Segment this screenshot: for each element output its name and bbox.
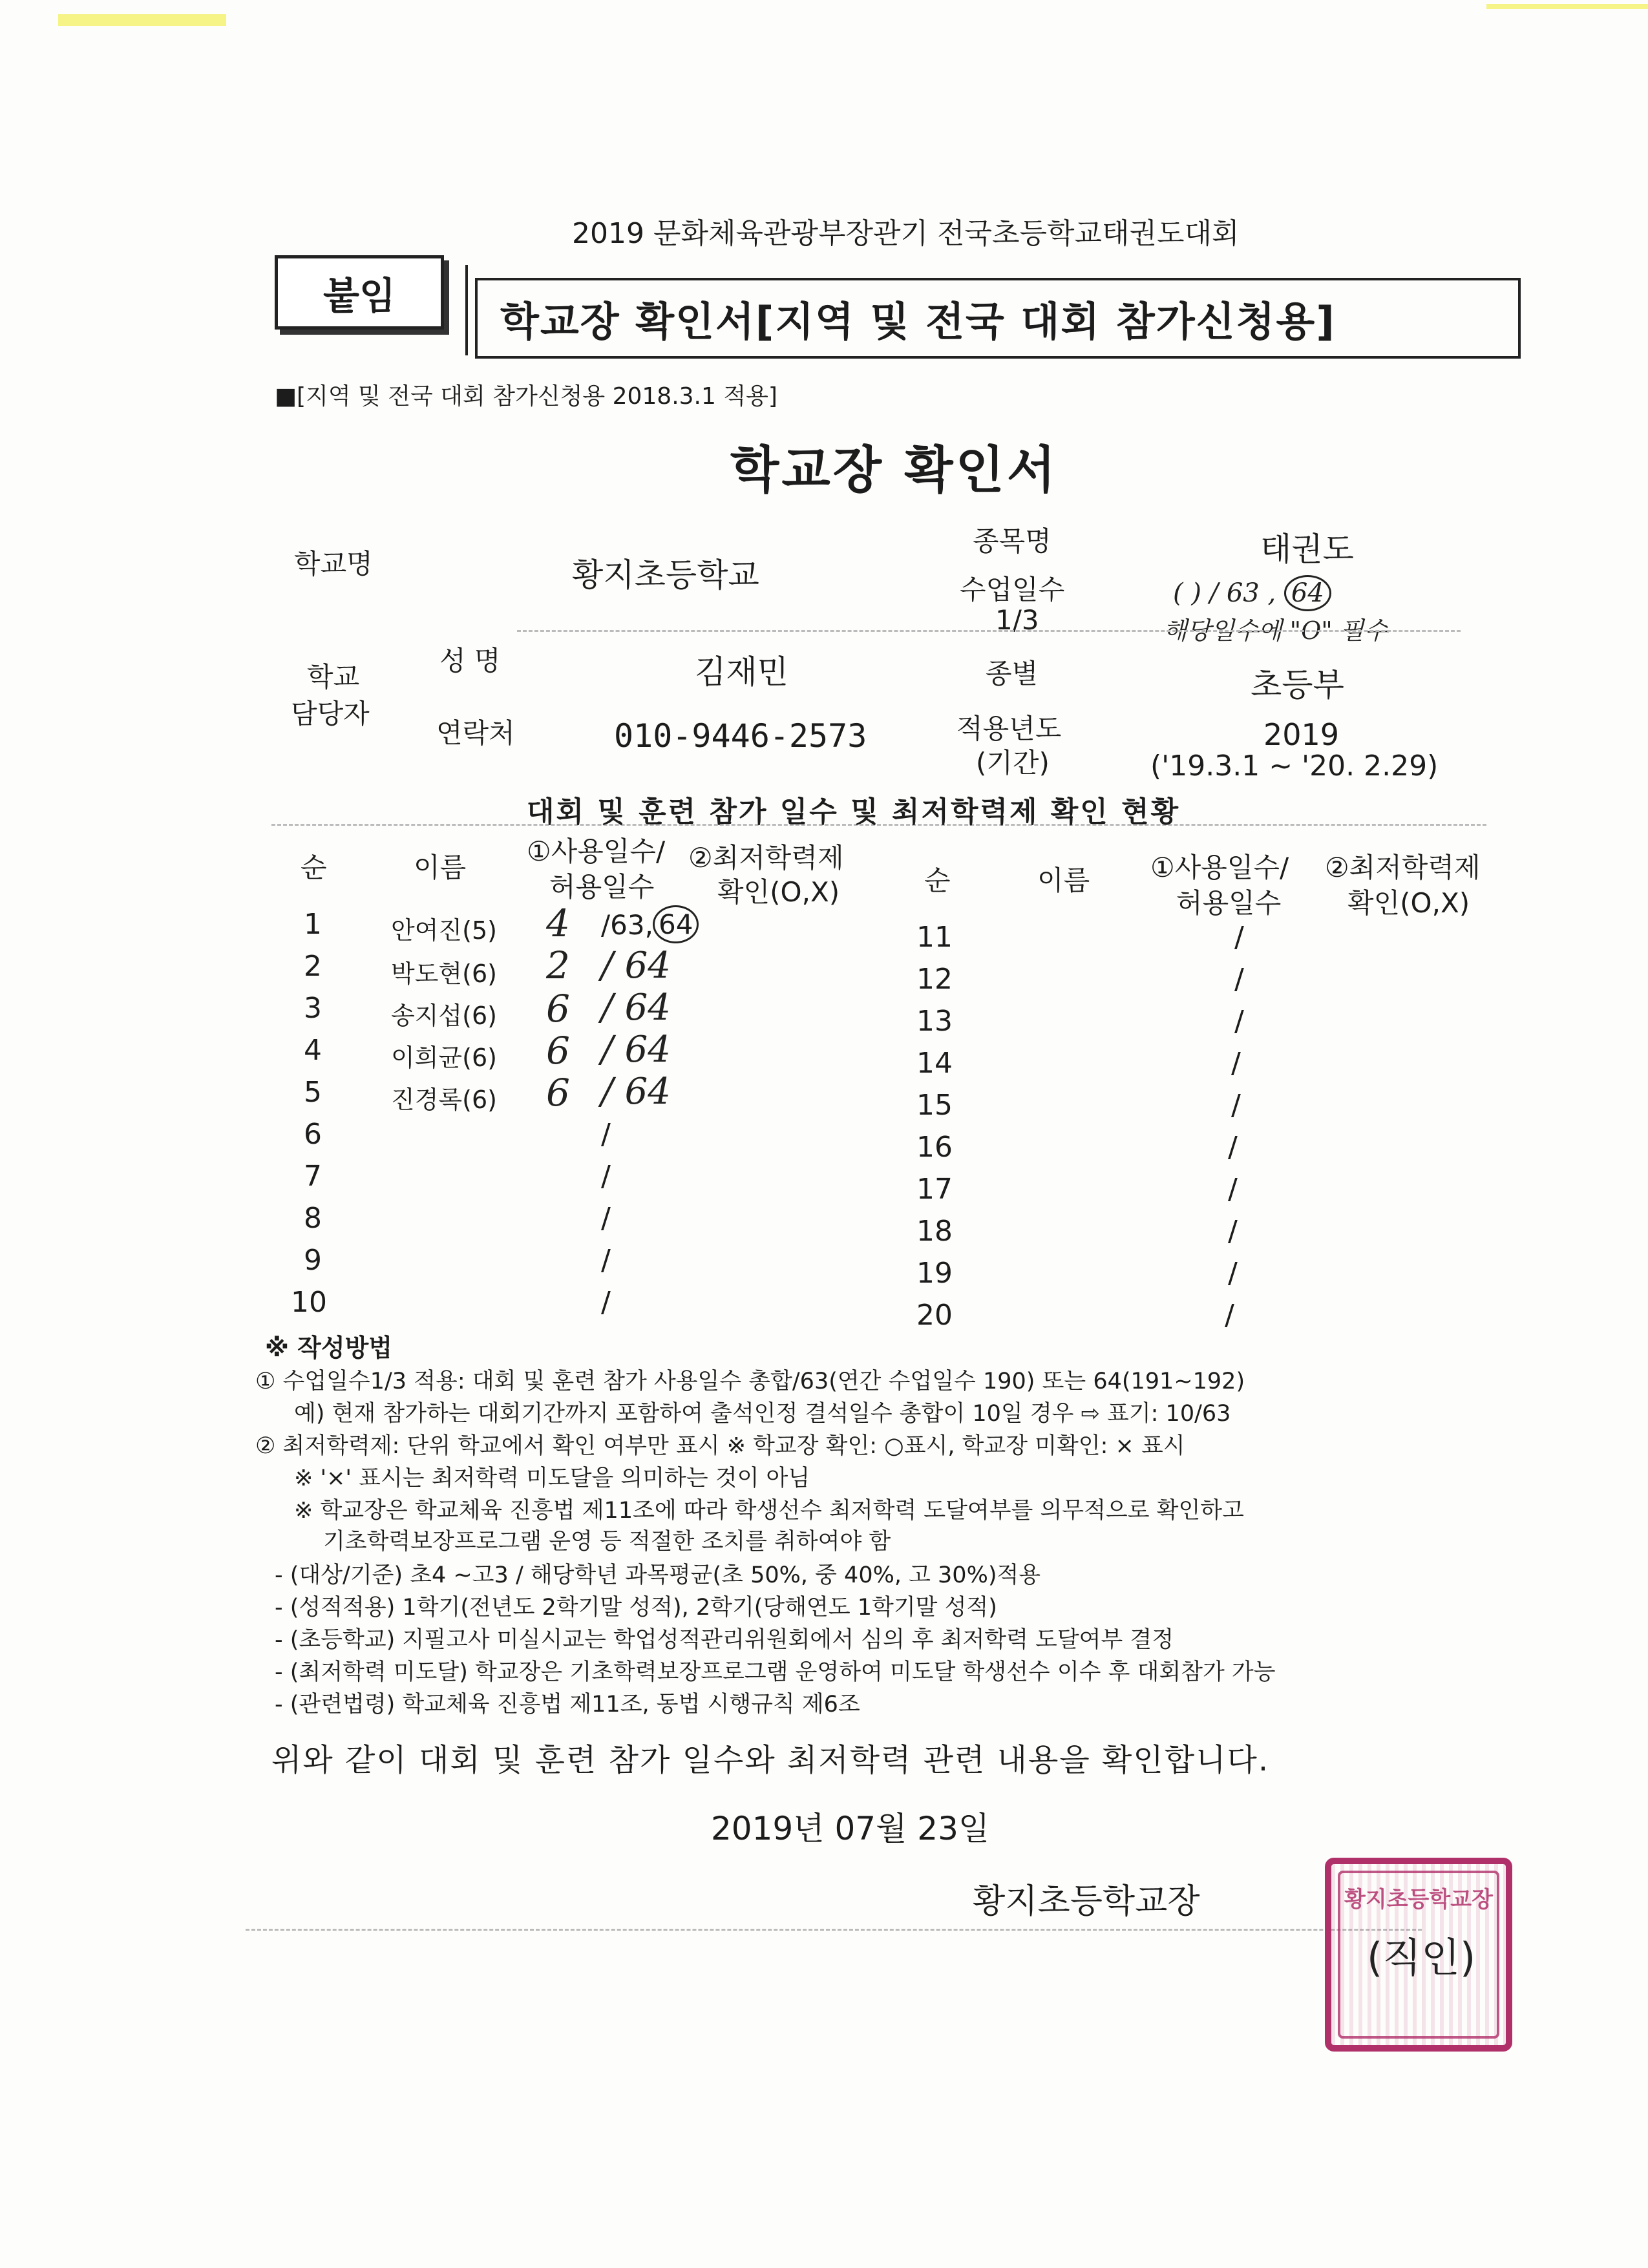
row-name: 이희균(6) [391, 1044, 497, 1072]
row-number: 14 [916, 1047, 953, 1080]
col-min-header-1: ②최저학력제 [1325, 852, 1481, 883]
row-allowed-days: / [601, 1244, 611, 1277]
title-box-edge [465, 265, 468, 355]
year-period: ('19.3.1 ~ '20. 2.29) [1150, 750, 1439, 782]
row-used-days: 6 [546, 1029, 570, 1073]
row-number: 2 [304, 950, 322, 983]
manager-label-1: 학교 [307, 661, 360, 693]
row-name: 안여진(5) [391, 916, 497, 945]
row-used-days: 6 [546, 1071, 570, 1115]
col-no-header: 순 [301, 852, 327, 883]
row-number: 6 [304, 1118, 322, 1151]
row-number: 19 [916, 1257, 953, 1290]
col-days-header-1: ①사용일수/ [527, 835, 666, 867]
days-note: 해당일수에 "O" 필수 [1163, 616, 1388, 645]
category-value: 초등부 [1251, 666, 1344, 704]
contact-value: 010-9446-2573 [614, 717, 867, 755]
row-used-days: 4 [546, 901, 570, 945]
method-line: 예) 현재 참가하는 대회기간까지 포함하여 출석인정 결석일수 총합이 10일 경우 ⇨ 표기: 10/63 [294, 1401, 1231, 1427]
name-label: 성 명 [439, 645, 501, 677]
days-circled-value: 64 [1284, 575, 1331, 611]
sport-label: 종목명 [973, 525, 1051, 557]
event-title: 2019 문화체육관광부장관기 전국초등학교태권도대회 [572, 217, 1240, 250]
row-number: 10 [291, 1286, 327, 1319]
col-days-header-2: 허용일수 [1176, 887, 1282, 919]
col-min-header-2: 확인(O,X) [1347, 887, 1470, 919]
col-name-header: 이름 [414, 852, 467, 883]
school-value: 황지초등학교 [572, 556, 759, 594]
attachment-tag [275, 255, 444, 330]
row-allowed-days: / 64 [601, 945, 671, 987]
row-allowed-days: / [1234, 1005, 1244, 1038]
row-allowed-days: /63, [601, 909, 653, 941]
row-allowed-days: / 64 [601, 1071, 671, 1113]
year-value: 2019 [1263, 717, 1340, 752]
name-value: 김재민 [695, 653, 788, 691]
method-line: ① 수업일수1/3 적용: 대회 및 훈련 참가 사용일수 총합/63(연간 수업일수 190) 또는 64(191~192) [255, 1369, 1245, 1394]
col-days-header-2: 허용일수 [549, 871, 655, 903]
row-allowed-days: / [1228, 1131, 1238, 1164]
row-number: 20 [916, 1299, 953, 1332]
row-allowed-days: / 64 [601, 987, 671, 1029]
seal-label: (직인) [1367, 1934, 1476, 1981]
row-name: 진경록(6) [391, 1086, 497, 1114]
row-number: 11 [916, 921, 953, 954]
row-number: 15 [916, 1089, 953, 1122]
highlighter-mark [58, 14, 226, 26]
school-label: 학교명 [294, 548, 373, 580]
document-title: 학교장 확인서 [730, 441, 1059, 499]
dashed-rule [517, 630, 1461, 632]
row-allowed-days: / [601, 1202, 611, 1235]
row-number: 13 [916, 1005, 953, 1038]
method-line: - (관련법령) 학교체육 진흥법 제11조, 동법 시행규칙 제6조 [275, 1692, 860, 1717]
row-number: 4 [304, 1034, 322, 1067]
row-number: 16 [916, 1131, 953, 1164]
method-line: - (초등학교) 지필고사 미실시교는 학업성적관리위원회에서 심의 후 최저학력 도달여부 결정 [275, 1627, 1174, 1653]
row-number: 1 [304, 908, 322, 941]
row-number: 8 [304, 1202, 322, 1235]
method-line: 기초학력보장프로그램 운영 등 적절한 조치를 취하여야 함 [323, 1529, 891, 1555]
issue-date: 2019년 07월 23일 [711, 1810, 990, 1847]
row-used-days: 6 [546, 987, 570, 1031]
method-line: ※ '×' 표시는 최저학력 미도달을 의미하는 것이 아님 [294, 1465, 810, 1491]
days-value-text: ( ) / 63 , [1173, 578, 1276, 608]
row-allowed-days: / [1231, 1089, 1241, 1122]
form-title-box [475, 278, 1521, 359]
row-used-days: 2 [546, 943, 570, 987]
row-allowed-days: / [1228, 1173, 1238, 1206]
row-name: 송지섭(6) [391, 1002, 497, 1030]
row-number: 7 [304, 1160, 322, 1193]
dashed-rule [246, 1929, 1422, 1931]
method-line: - (대상/기준) 초4 ~고3 / 해당학년 과목평균(초 50%, 중 40%, 고 30%)적용 [275, 1562, 1041, 1588]
confirmation-statement: 위와 같이 대회 및 훈련 참가 일수와 최저학력 관련 내용을 확인합니다. [271, 1742, 1270, 1778]
row-number: 17 [916, 1173, 953, 1206]
col-min-header-1: ②최저학력제 [688, 842, 844, 874]
form-title: 학교장 확인서[지역 및 전국 대회 참가신청용] [500, 298, 1336, 345]
method-line: ※ 학교장은 학교체육 진흥법 제11조에 따라 학생선수 최저학력 도달여부를 의무적으로 확인하고 [294, 1498, 1244, 1524]
days-label-fraction: 1/3 [995, 604, 1039, 636]
row-allowed-days: / [1231, 1047, 1241, 1080]
method-title: ※ 작성방법 [265, 1334, 393, 1362]
contact-label: 연락처 [436, 717, 515, 749]
year-label-1: 적용년도 [956, 713, 1062, 744]
year-label-2: (기간) [976, 747, 1050, 779]
col-min-header-2: 확인(O,X) [717, 876, 840, 908]
row-allowed-days: / [601, 1118, 611, 1151]
row-allowed-days: / [601, 1286, 611, 1319]
row-allowed-days: / [1228, 1215, 1238, 1248]
col-days-header-1: ①사용일수/ [1150, 852, 1289, 883]
applicable-note: ■[지역 및 전국 대회 참가신청용 2018.3.1 적용] [275, 383, 777, 410]
category-label: 종별 [986, 658, 1039, 689]
col-name-header: 이름 [1037, 865, 1090, 896]
row-name: 박도현(6) [391, 960, 497, 988]
row-number: 18 [916, 1215, 953, 1248]
method-line: - (최저학력 미도달) 학교장은 기초학력보장프로그램 운영하여 미도달 학생선수 이수 후 대회참가 가능 [275, 1659, 1276, 1685]
seal-lettering: 황지초등학교장 [1344, 1887, 1493, 1913]
row-number: 3 [304, 992, 322, 1025]
manager-label-2: 담당자 [291, 698, 370, 730]
method-line: - (성적적용) 1학기(전년도 2학기말 성적), 2학기(당해연도 1학기말 성적) [275, 1595, 997, 1621]
signer-name: 황지초등학교장 [973, 1882, 1200, 1921]
row-number: 12 [916, 963, 953, 996]
row-number: 5 [304, 1076, 322, 1109]
row-allowed-circled: 64 [653, 905, 699, 943]
row-allowed-days: / 64 [601, 1029, 671, 1071]
official-seal [1325, 1858, 1512, 2052]
attachment-tag-label: 붙임 [322, 273, 396, 318]
method-line: ② 최저학력제: 단위 학교에서 확인 여부만 표시 ※ 학교장 확인: ○표시, 학교장 미확인: × 표시 [255, 1433, 1185, 1459]
row-allowed-days: / [1225, 1299, 1234, 1332]
row-allowed-days: / [1234, 963, 1244, 996]
col-no-header: 순 [924, 865, 951, 896]
row-allowed-days: / [601, 1160, 611, 1193]
row-allowed-days: / [1234, 921, 1244, 954]
sport-value: 태권도 [1260, 530, 1354, 568]
row-allowed-days: / [1228, 1257, 1238, 1290]
highlighter-mark-right [1486, 4, 1648, 9]
table-title: 대회 및 훈련 참가 일수 및 최저학력제 확인 현황 [527, 795, 1181, 828]
days-value [1173, 575, 1331, 611]
row-number: 9 [304, 1244, 322, 1277]
days-label: 수업일수 [960, 574, 1065, 605]
